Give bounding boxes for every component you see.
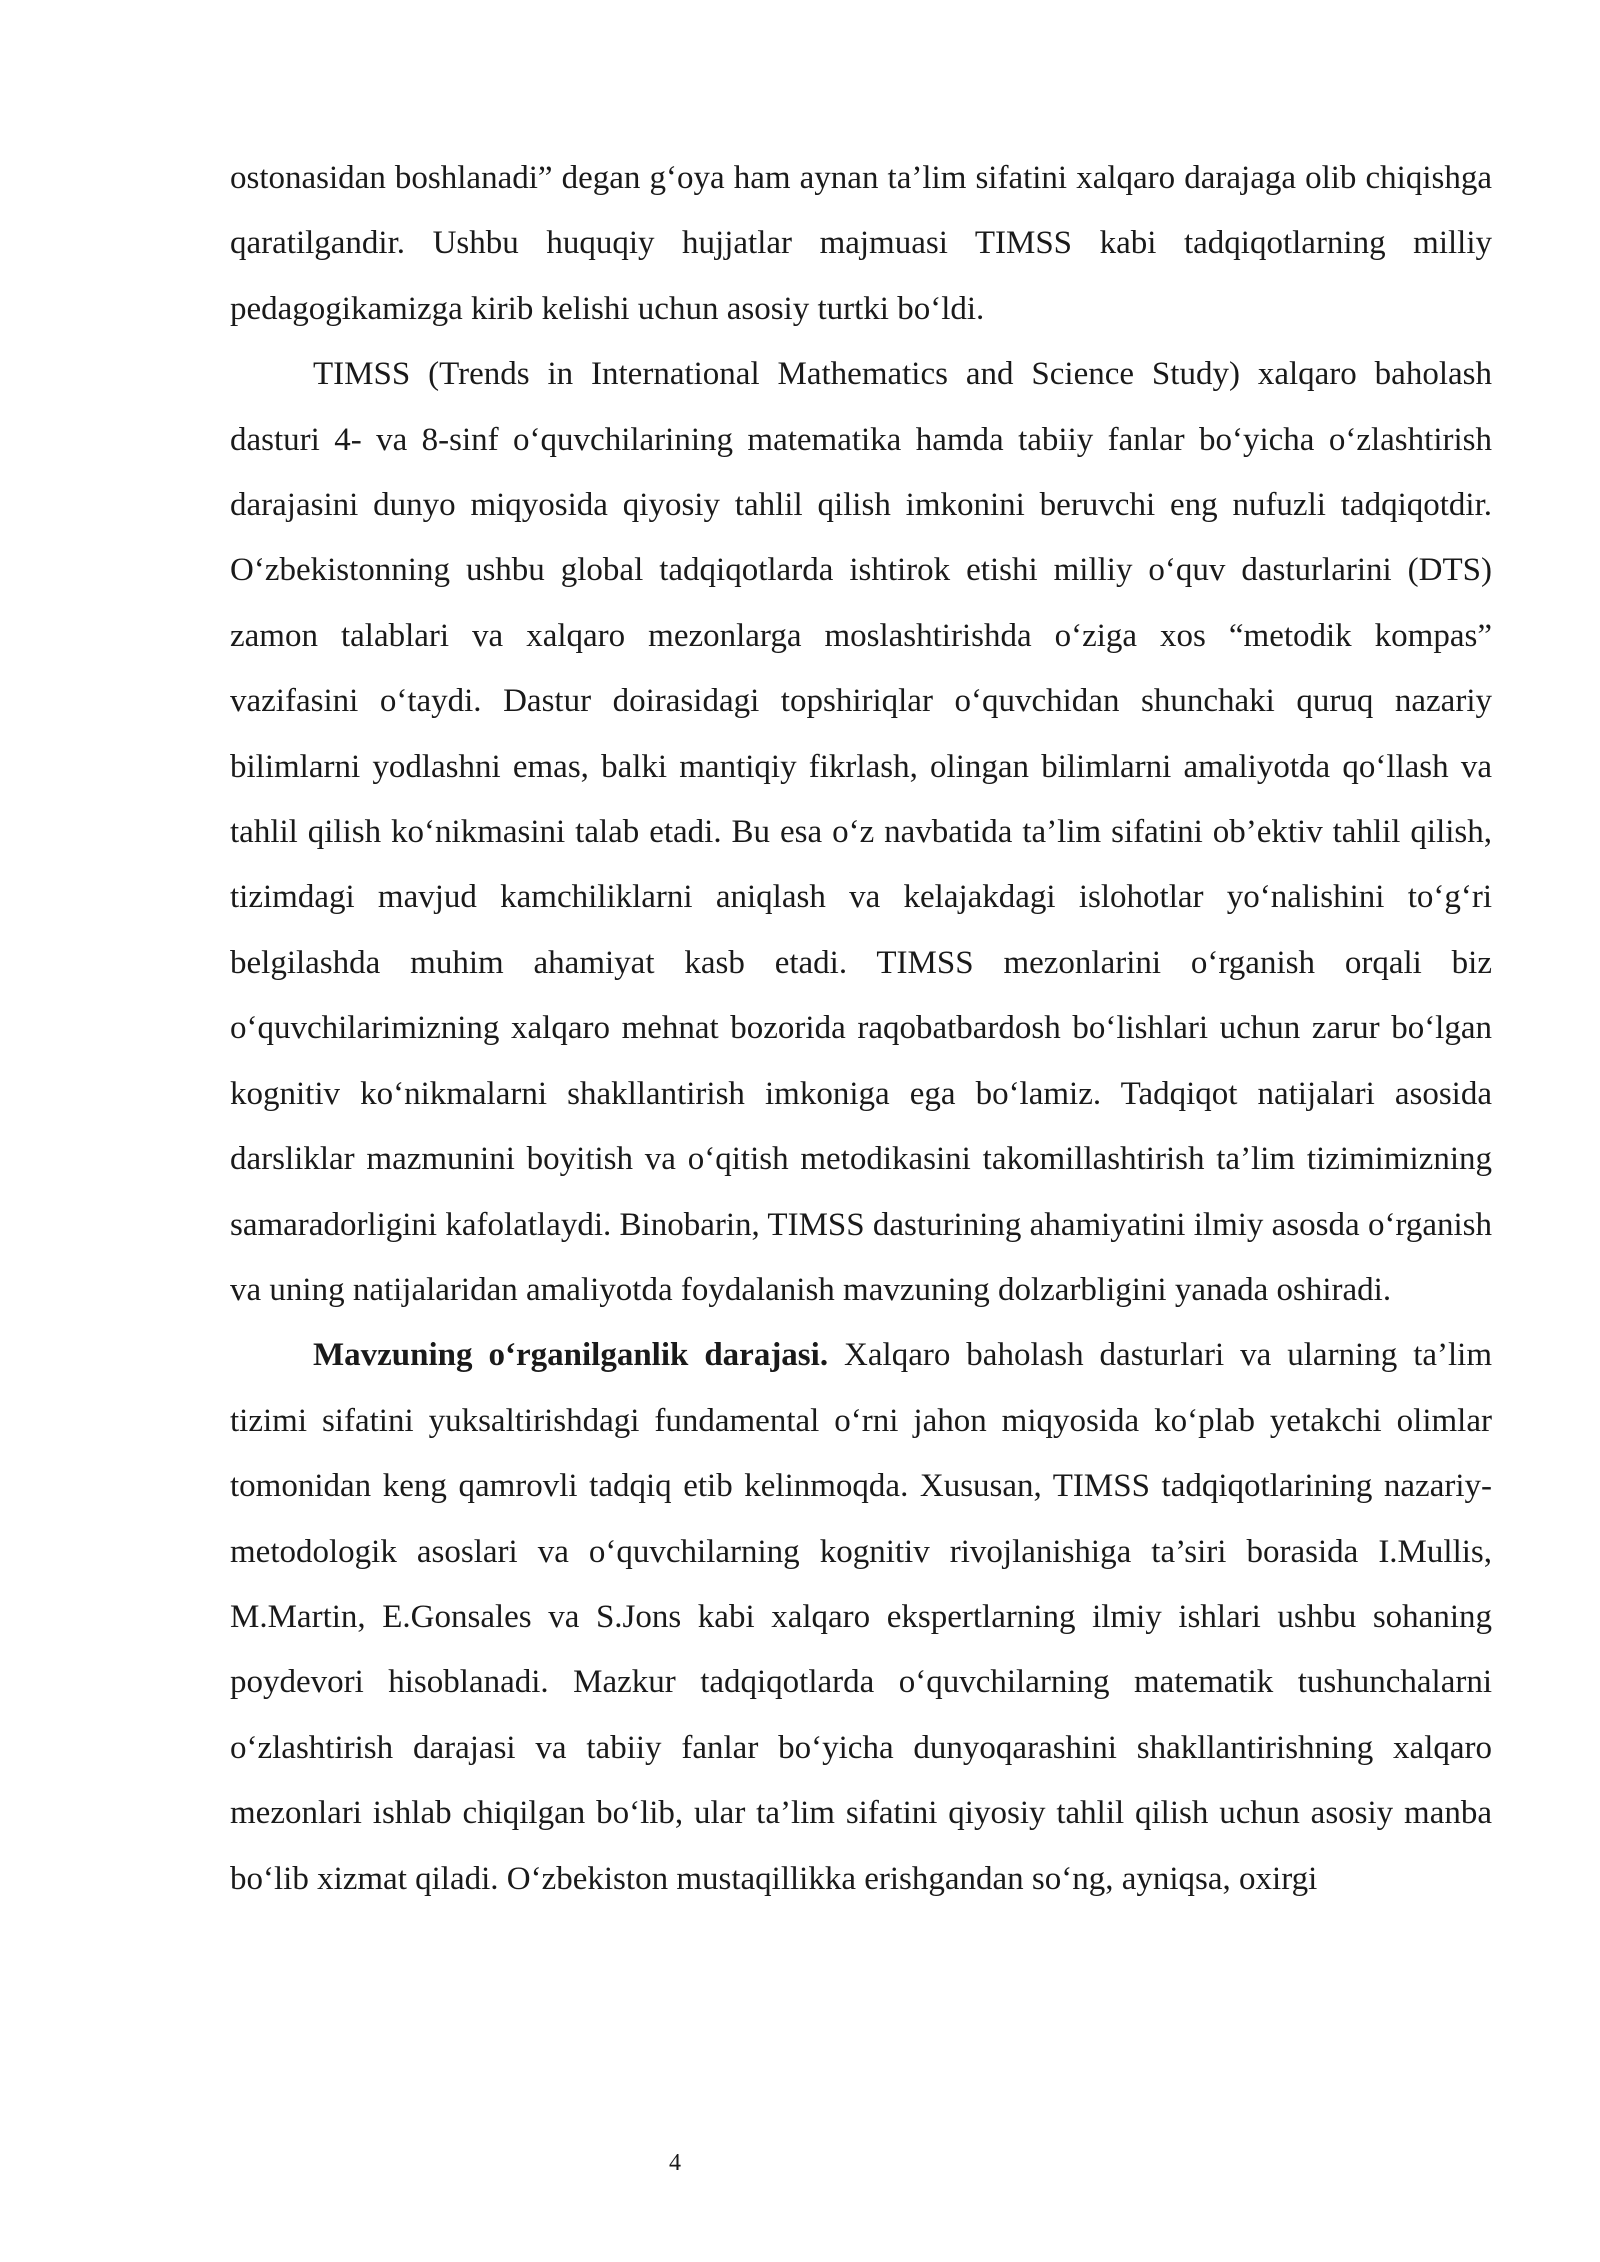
paragraph-timss-overview: TIMSS (Trends in International Mathematics and Science Study) xalqaro baholash dasturi 4- va 8-sinf o‘quvchilarining matematika hamda tabiiy fanlar bo‘yicha o‘zlashtirish darajasini dunyo miqyosida qiyosiy tahlil qilish imkonini beruvchi eng nufuzli tadqiqotdir. O‘zbekistonning ushbu global tadqiqotlarda ishtirok etishi milliy o‘quv dasturlarini (DTS) zamon talablari va xalqaro mezonlarga moslashtirishda o‘ziga xos “metodik kompas” vazifasini o‘taydi. Dastur doirasidagi topshiriqlar o‘quvchidan shunchaki quruq nazariy bilimlarni yodlashni emas, balki mantiqiy fikrlash, olingan bilimlarni amaliyotda qo‘llash va tahlil qilish ko‘nikmasini talab etadi. Bu esa o‘z navbatida ta’lim sifatini ob’ektiv tahlil qilish, tizimdagi mavjud kamchiliklarni aniqlash va kelajakdagi islohotlar yo‘nalishini to‘g‘ri belgilashda muhim ahamiyat kasb etadi. TIMSS mezonlarini o‘rganish orqali biz o‘quvchilarimizning xalqaro mehnat bozorida raqobatbardosh bo‘lishlari uchun zarur bo‘lgan kognitiv ko‘nikmalarni shakllantirish imkoniga ega bo‘lamiz. Tadqiqot natijalari asosida darsliklar mazmunini boyitish va o‘qitish metodikasini takomillashtirish ta’lim tizimimizning samaradorligini kafolatlaydi. Binobarin, TIMSS dasturining ahamiyatini ilmiy asosda o‘rganish va uning natijalaridan amaliyotda foydalanish mavzuning dolzarbligini yanada oshiradi. [230, 356, 1492, 1308]
paragraph-study-level-text: Xalqaro baholash dasturlari va ularning ta’lim tizimi sifatini yuksaltirishdagi fundamental o‘rni jahon miqyosida ko‘plab yetakchi olimlar tomonidan keng qamrovli tadqiq etib kelinmoqda. Xususan, TIMSS tadqiqotlarining nazariy-metodologik asoslari va o‘quvchilarning kognitiv rivojlanishiga ta’siri borasida I.Mullis, M.Martin, E.Gonsales va S.Jons kabi xalqaro ekspertlarning ilmiy ishlari ushbu sohaning poydevori hisoblanadi. Mazkur tadqiqotlarda o‘quvchilarning matematik tushunchalarni o‘zlashtirish darajasi va tabiiy fanlar bo‘yicha dunyoqarashini shakllantirishning xalqaro mezonlari ishlab chiqilgan bo‘lib, ular ta’lim sifatini qiyosiy tahlil qilish uchun asosiy manba bo‘lib xizmat qiladi. O‘zbekiston mustaqillikka erishgandan so‘ng, ayniqsa, oxirgi [230, 1337, 1493, 1897]
section-heading: Mavzuning o‘rganilganlik darajasi. [313, 1337, 829, 1374]
page-number: 4 [669, 2150, 681, 2176]
paragraph-study-level [230, 1323, 1492, 1912]
paragraph-continuation: ostonasidan boshlanadi” degan g‘oya ham aynan ta’lim sifatini xalqaro darajaga olib chiqishga qaratilgandir. Ushbu huquqiy hujjatlar majmuasi TIMSS kabi tadqiqotlarning milliy pedagogikamizga kirib kelishi uchun asosiy turtki bo‘ldi. [230, 160, 1492, 327]
body-text [230, 146, 1492, 1912]
